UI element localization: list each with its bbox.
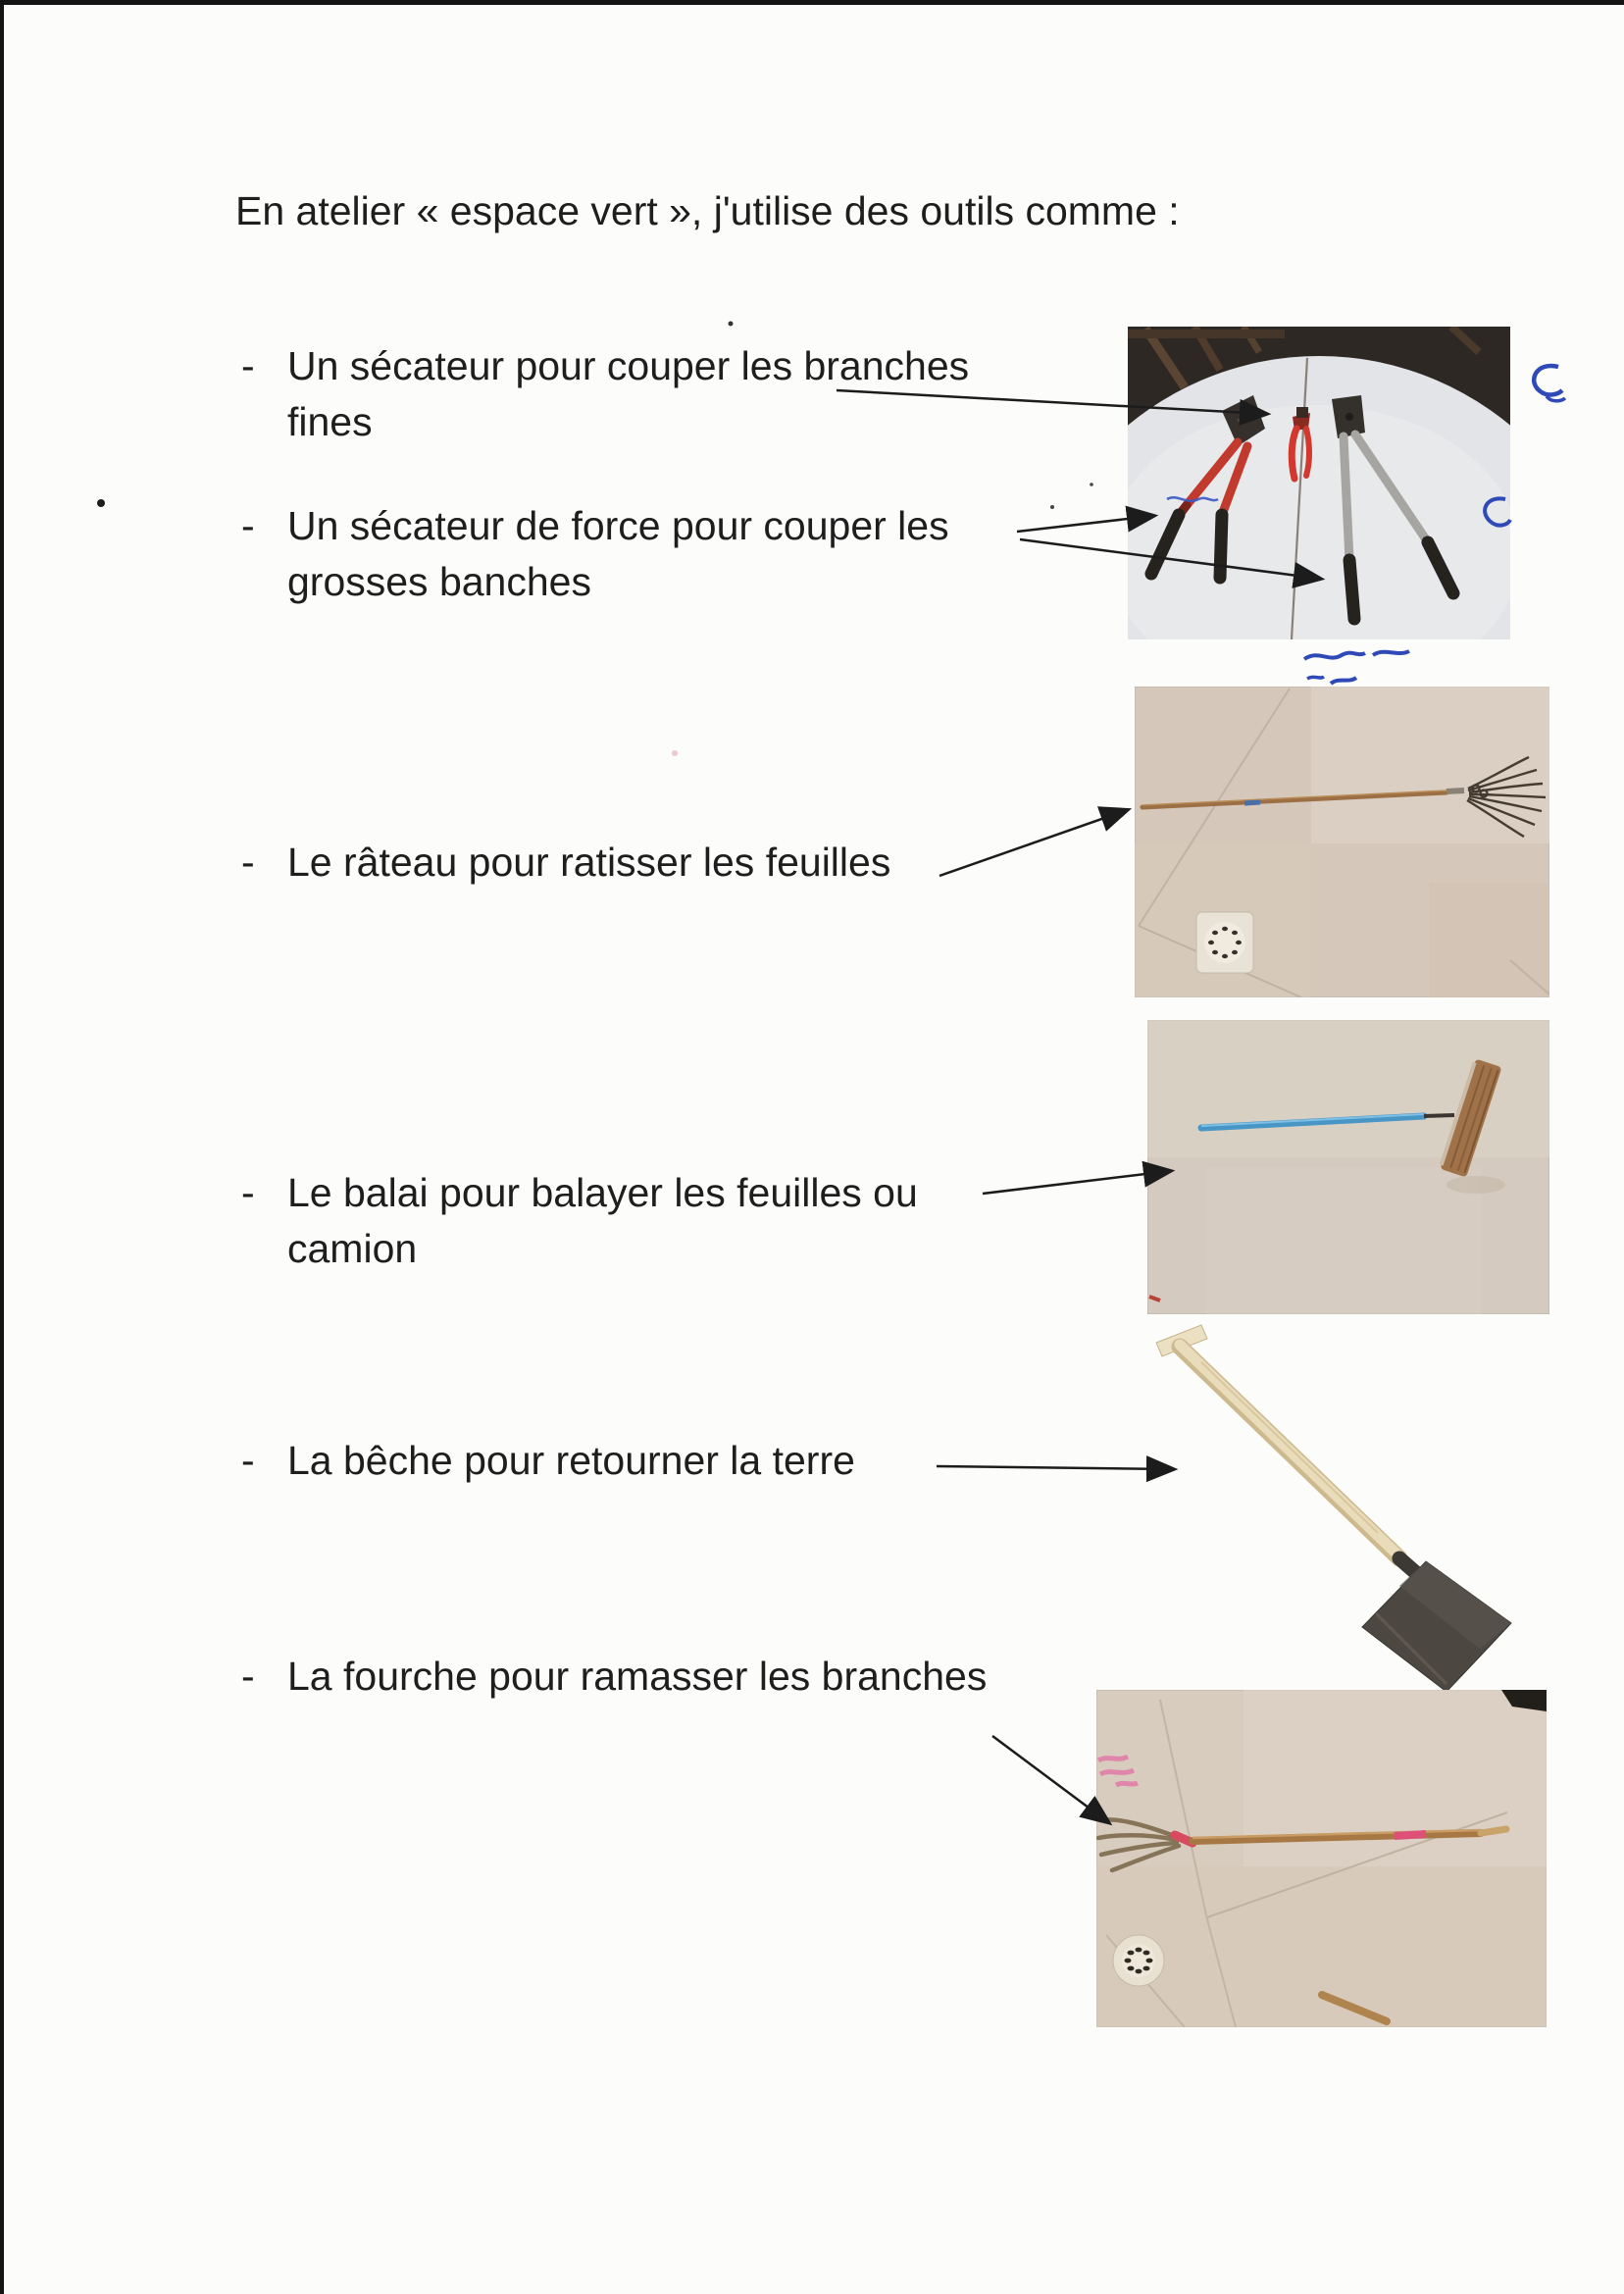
list-item-text: La fourche pour ramasser les branches xyxy=(287,1654,988,1699)
list-item-text: fines xyxy=(287,399,373,444)
list-item-rateau xyxy=(241,835,890,891)
list-item-text: grosses banches xyxy=(287,559,591,604)
list-item-text: Un sécateur de force pour couper les xyxy=(287,503,949,548)
bullet-dash: - xyxy=(241,1654,255,1699)
list-item-secateur-force xyxy=(241,498,949,610)
scan-edge-top xyxy=(0,0,1624,5)
beche-photo xyxy=(1142,1319,1525,1702)
list-item-fourche xyxy=(241,1649,987,1705)
list-item-secateur xyxy=(241,338,969,450)
rateau-photo xyxy=(1135,687,1549,997)
arrow-fourche xyxy=(992,1736,1108,1822)
list-item-text: Le balai pour balayer les feuilles ou xyxy=(287,1170,918,1215)
list-item-beche xyxy=(241,1433,855,1489)
bullet-dash: - xyxy=(241,840,255,885)
list-item-text: Le râteau pour ratisser les feuilles xyxy=(287,840,891,885)
list-item-text: camion xyxy=(287,1226,418,1271)
list-item-text: La bêche pour retourner la terre xyxy=(287,1438,855,1483)
scan-edge-left xyxy=(0,0,4,2294)
secateurs-photo xyxy=(1128,327,1510,639)
page-title: En atelier « espace vert », j'utilise des outils comme : xyxy=(235,188,1180,233)
fourche-photo xyxy=(1096,1690,1547,2027)
list-item-text: Un sécateur pour couper les branches xyxy=(287,343,970,388)
balai-photo xyxy=(1147,1020,1549,1314)
list-item-balai xyxy=(241,1165,918,1277)
bullet-dash: - xyxy=(241,1438,255,1483)
arrow-beche xyxy=(937,1466,1173,1469)
arrow-balai xyxy=(983,1171,1170,1194)
bullet-dash: - xyxy=(241,343,255,388)
arrow-rateau xyxy=(939,810,1127,876)
bullet-dash: - xyxy=(241,503,255,548)
bullet-dash: - xyxy=(241,1170,255,1215)
